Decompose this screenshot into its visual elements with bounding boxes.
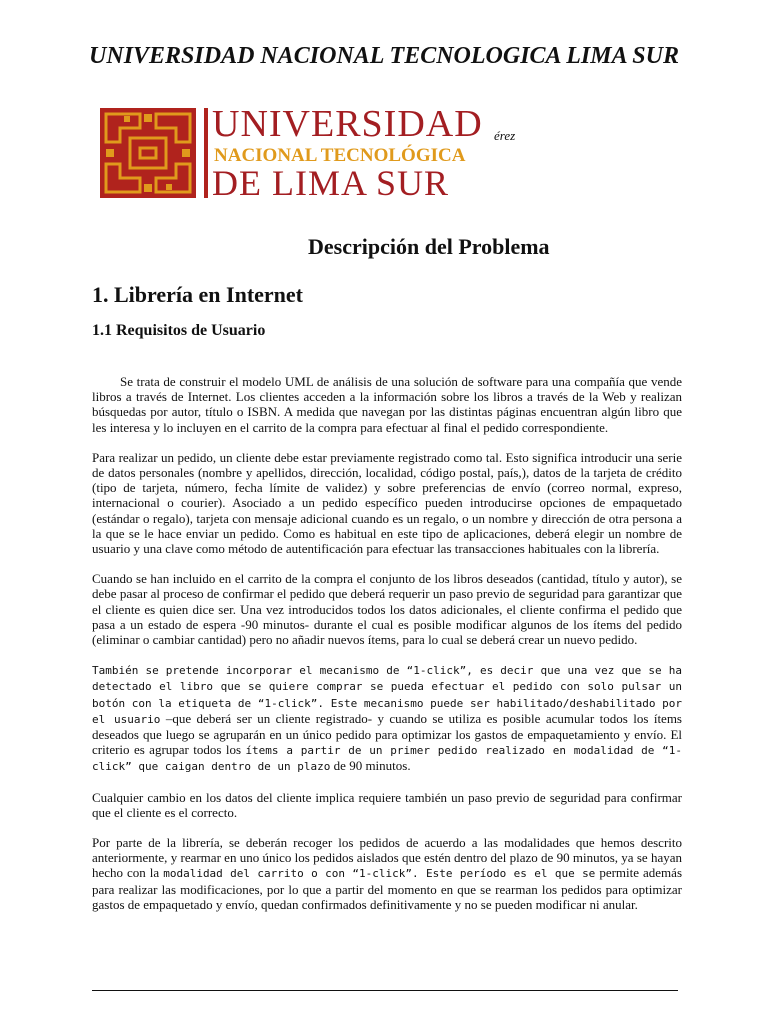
footnote-divider xyxy=(92,990,678,991)
paragraph-bookstore-part1: Por parte de la librería, se deberán recoger los pedidos de acuerdo a las modalidades que hemos descrito anteriormente, y rearmar en uno único los pedidos aislados que estén dentro del plazo de 90 minutos, ya se hayan hecho con la xyxy=(92,835,682,881)
document-heading: Descripción del Problema xyxy=(308,234,550,259)
paragraph-one-click-part4: de 90 minutos. xyxy=(330,758,411,774)
subsection-heading: 1.1 Requisitos de Usuario xyxy=(92,322,266,339)
paragraph-checkout: Cuando se han incluido en el carrito de la compra el conjunto de los libros deseados (cantidad, título y autor), se debe pasar al proceso de confirmar el pedido que deberá requerir un paso previo de seguridad para garantizar que el cliente es quien dice ser. Una vez introducidos todos los datos adicionales, el cliente confirma el pedido que pasa a un estado de espera -90 minutos- durante el cual es posible modificar algunos de los ítems del pedido (eliminar o cambiar cantidad) pero no añadir nuevos ítems, para lo cual se deberá crear un nuevo pedido. xyxy=(92,571,682,648)
paragraph-bookstore-part3: permite además para realizar las modificaciones, por lo que a partir del momento en que se rearman los pedidos para optimizar gastos de empaquetado y envío, quedan confirmados definitivamente y no se pueden modificar ni anular. xyxy=(92,865,682,912)
logo-divider xyxy=(204,108,208,198)
author-fragment: érez xyxy=(494,128,516,143)
paragraph-one-click-part1: También se pretende incorporar el mecanismo de “1-click”, es decir que una vez que se ha detectado el libro que se quiere comprar se pueda efectuar el pedido con solo pulsar un botón con la etiqueta de “1-click”. Este mecanismo puede ser habilitado/deshabilitado por el usuario xyxy=(92,664,682,726)
logo-text-universidad: UNIVERSIDAD xyxy=(212,103,483,145)
paragraph-intro: Se trata de construir el modelo UML de análisis de una solución de software para una compañía que vende libros a través de Internet. Los clientes acceden a la información sobre los libros a través de la Web y realizan búsquedas por autor, título o ISBN. A medida que navegan por las distintas páginas encuentran algún libro que les interesa y lo incluyen en el carrito de la compra para efectuar al final el pedido correspondiente. xyxy=(92,374,682,435)
logo-text-nacional-tecnologica: NACIONAL TECNOLÓGICA xyxy=(214,145,466,166)
body-text xyxy=(92,374,682,927)
logo-emblem-icon xyxy=(100,108,196,198)
logo-text-de-lima-sur: DE LIMA SUR xyxy=(212,163,450,203)
section-heading: 1. Librería en Internet xyxy=(92,282,304,307)
paragraph-bookstore xyxy=(92,835,682,912)
paragraph-one-click-part2: –que deberá ser un cliente registrado- y cuando se utiliza es posible acumular todos los ítems deseados que luego se agruparán en un único pedido para optimizar los gastos de empaquetamiento y envío. El criterio es agrupar todos los xyxy=(92,710,682,758)
paragraph-one-click-part3: ítems a partir de un primer pedido realizado en modalidad de “1-click” que caigan dentro de un plazo xyxy=(92,744,682,774)
university-logo xyxy=(100,103,483,203)
paragraph-one-click xyxy=(92,662,682,774)
paragraph-registration: Para realizar un pedido, un cliente debe estar previamente registrado como tal. Esto significa introducir una serie de datos personales (nombre y apellidos, dirección, localidad, código postal, país,), datos de la tarjeta de crédito (tipo de tarjeta, número, fecha límite de validez) y sobre preferencias de envío (correo normal, expreso, internacional o courier). Asociado a un pedido específico pueden introducirse opciones de empaquetado (estándar o regalo), tarjeta con mensaje adicional cuando es un regalo, o un nombre y dirección de otra persona a la que se le hace enviar un pedido. Como es habitual en este tipo de aplicaciones, deberá elegir un nombre de usuario y una clave como método de autentificación para efectuar las transacciones habituales con la librería. xyxy=(92,449,682,557)
paragraph-bookstore-part2: modalidad del carrito o con “1-click”. Este período es el que se xyxy=(163,867,596,881)
university-title: UNIVERSIDAD NACIONAL TECNOLOGICA LIMA SUR xyxy=(89,43,679,69)
paragraph-security: Cualquier cambio en los datos del cliente implica requiere también un paso previo de seguridad para confirmar que el cliente es el correcto. xyxy=(92,789,682,820)
